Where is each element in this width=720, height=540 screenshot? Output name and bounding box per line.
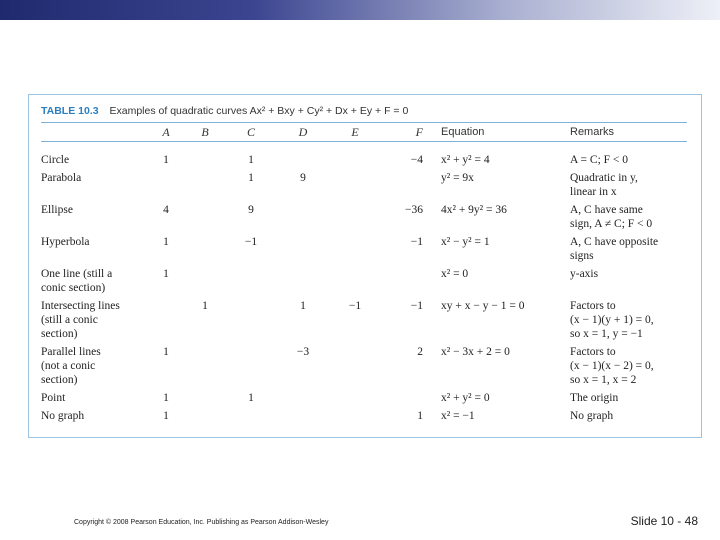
remark: linear in x [570, 186, 617, 198]
curve-name-parabola: Parabola [41, 172, 82, 184]
coefficient-c: −1 [244, 236, 258, 248]
equation: x² = −1 [441, 410, 475, 422]
coefficient-e: −1 [348, 300, 362, 312]
title-gradient-bar [0, 0, 720, 20]
remark: sign, A ≠ C; F < 0 [570, 218, 653, 230]
coefficient-d: 1 [300, 300, 306, 312]
remark: A, C have opposite [570, 236, 659, 248]
curve-name-one-line-still-a-conic-section: conic section) [41, 282, 106, 294]
coefficient-b: 1 [202, 300, 208, 312]
remark: (x − 1)(y + 1) = 0, [570, 314, 654, 326]
column-header-c: C [246, 125, 255, 139]
column-header-b: B [201, 125, 209, 139]
coefficient-c: 1 [248, 392, 254, 404]
curve-name-one-line-still-a-conic-section: One line (still a [41, 268, 113, 280]
coefficient-a: 1 [163, 268, 169, 280]
coefficient-a: 1 [163, 346, 169, 358]
remark: No graph [570, 410, 614, 422]
curve-name-circle: Circle [41, 154, 70, 166]
coefficient-d: 9 [300, 172, 306, 184]
curve-name-point: Point [41, 392, 66, 404]
coefficient-a: 4 [163, 204, 169, 216]
equation: x² − 3x + 2 = 0 [441, 346, 510, 358]
table-label: TABLE 10.3 [41, 105, 99, 117]
copyright-notice: Copyright © 2008 Pearson Education, Inc. Publishing as Pearson Addison-Wesley [74, 519, 329, 526]
equation: x² + y² = 0 [441, 392, 490, 404]
coefficient-d: −3 [296, 346, 310, 358]
coefficient-c: 1 [248, 172, 254, 184]
remark: so x = 1, x = 2 [570, 374, 637, 386]
coefficient-f: 2 [417, 346, 423, 358]
remark: Factors to [570, 346, 616, 358]
curve-name-intersecting-lines-still-a-conic-section: Intersecting lines [41, 300, 120, 312]
curve-name-ellipse: Ellipse [41, 204, 73, 216]
column-header-a: A [162, 125, 170, 139]
remark: y-axis [570, 268, 599, 280]
equation: x² = 0 [441, 268, 469, 280]
slide-number: Slide 10 - 48 [630, 514, 698, 528]
equation: xy + x − y − 1 = 0 [441, 300, 525, 312]
column-header-e: E [351, 125, 359, 139]
column-header-d: D [298, 125, 308, 139]
coefficient-f: −1 [410, 236, 423, 248]
coefficient-a: 1 [163, 236, 169, 248]
table-title: Examples of quadratic curves Ax² + Bxy + Cy² + Dx + Ey + F = 0 [109, 105, 409, 117]
coefficient-f: −36 [405, 204, 423, 216]
header-rule-top [41, 122, 687, 123]
quadratic-curves-table [28, 94, 702, 438]
curve-name-hyperbola: Hyperbola [41, 236, 90, 248]
remark: A = C; F < 0 [570, 154, 629, 166]
header-rule-bottom [41, 141, 687, 142]
remark: signs [570, 250, 594, 262]
curve-name-parallel-lines-not-a-conic-section: (not a conic [41, 360, 96, 372]
remark: so x = 1, y = −1 [570, 328, 643, 340]
column-header-equation: Equation [441, 126, 485, 138]
coefficient-f: −4 [410, 154, 423, 166]
coefficient-f: −1 [410, 300, 423, 312]
remark: Factors to [570, 300, 616, 312]
curve-name-parallel-lines-not-a-conic-section: section) [41, 374, 78, 386]
coefficient-c: 1 [248, 154, 254, 166]
curve-name-parallel-lines-not-a-conic-section: Parallel lines [41, 346, 101, 358]
column-header-remarks: Remarks [570, 126, 615, 138]
table-caption [41, 105, 408, 117]
remark: The origin [570, 392, 619, 404]
equation: x² + y² = 4 [441, 154, 490, 166]
remark: (x − 1)(x − 2) = 0, [570, 360, 654, 372]
curve-name-no-graph: No graph [41, 410, 85, 422]
equation: x² − y² = 1 [441, 236, 490, 248]
column-header-f: F [415, 125, 423, 139]
equation: 4x² + 9y² = 36 [441, 204, 507, 216]
curve-name-intersecting-lines-still-a-conic-section: (still a conic [41, 314, 98, 326]
coefficient-f: 1 [417, 410, 423, 422]
remark: A, C have same [570, 204, 643, 216]
equation: y² = 9x [441, 172, 474, 184]
curve-name-intersecting-lines-still-a-conic-section: section) [41, 328, 78, 340]
remark: Quadratic in y, [570, 172, 638, 184]
coefficient-a: 1 [163, 392, 169, 404]
coefficient-a: 1 [163, 154, 169, 166]
coefficient-a: 1 [163, 410, 169, 422]
coefficient-c: 9 [248, 204, 254, 216]
